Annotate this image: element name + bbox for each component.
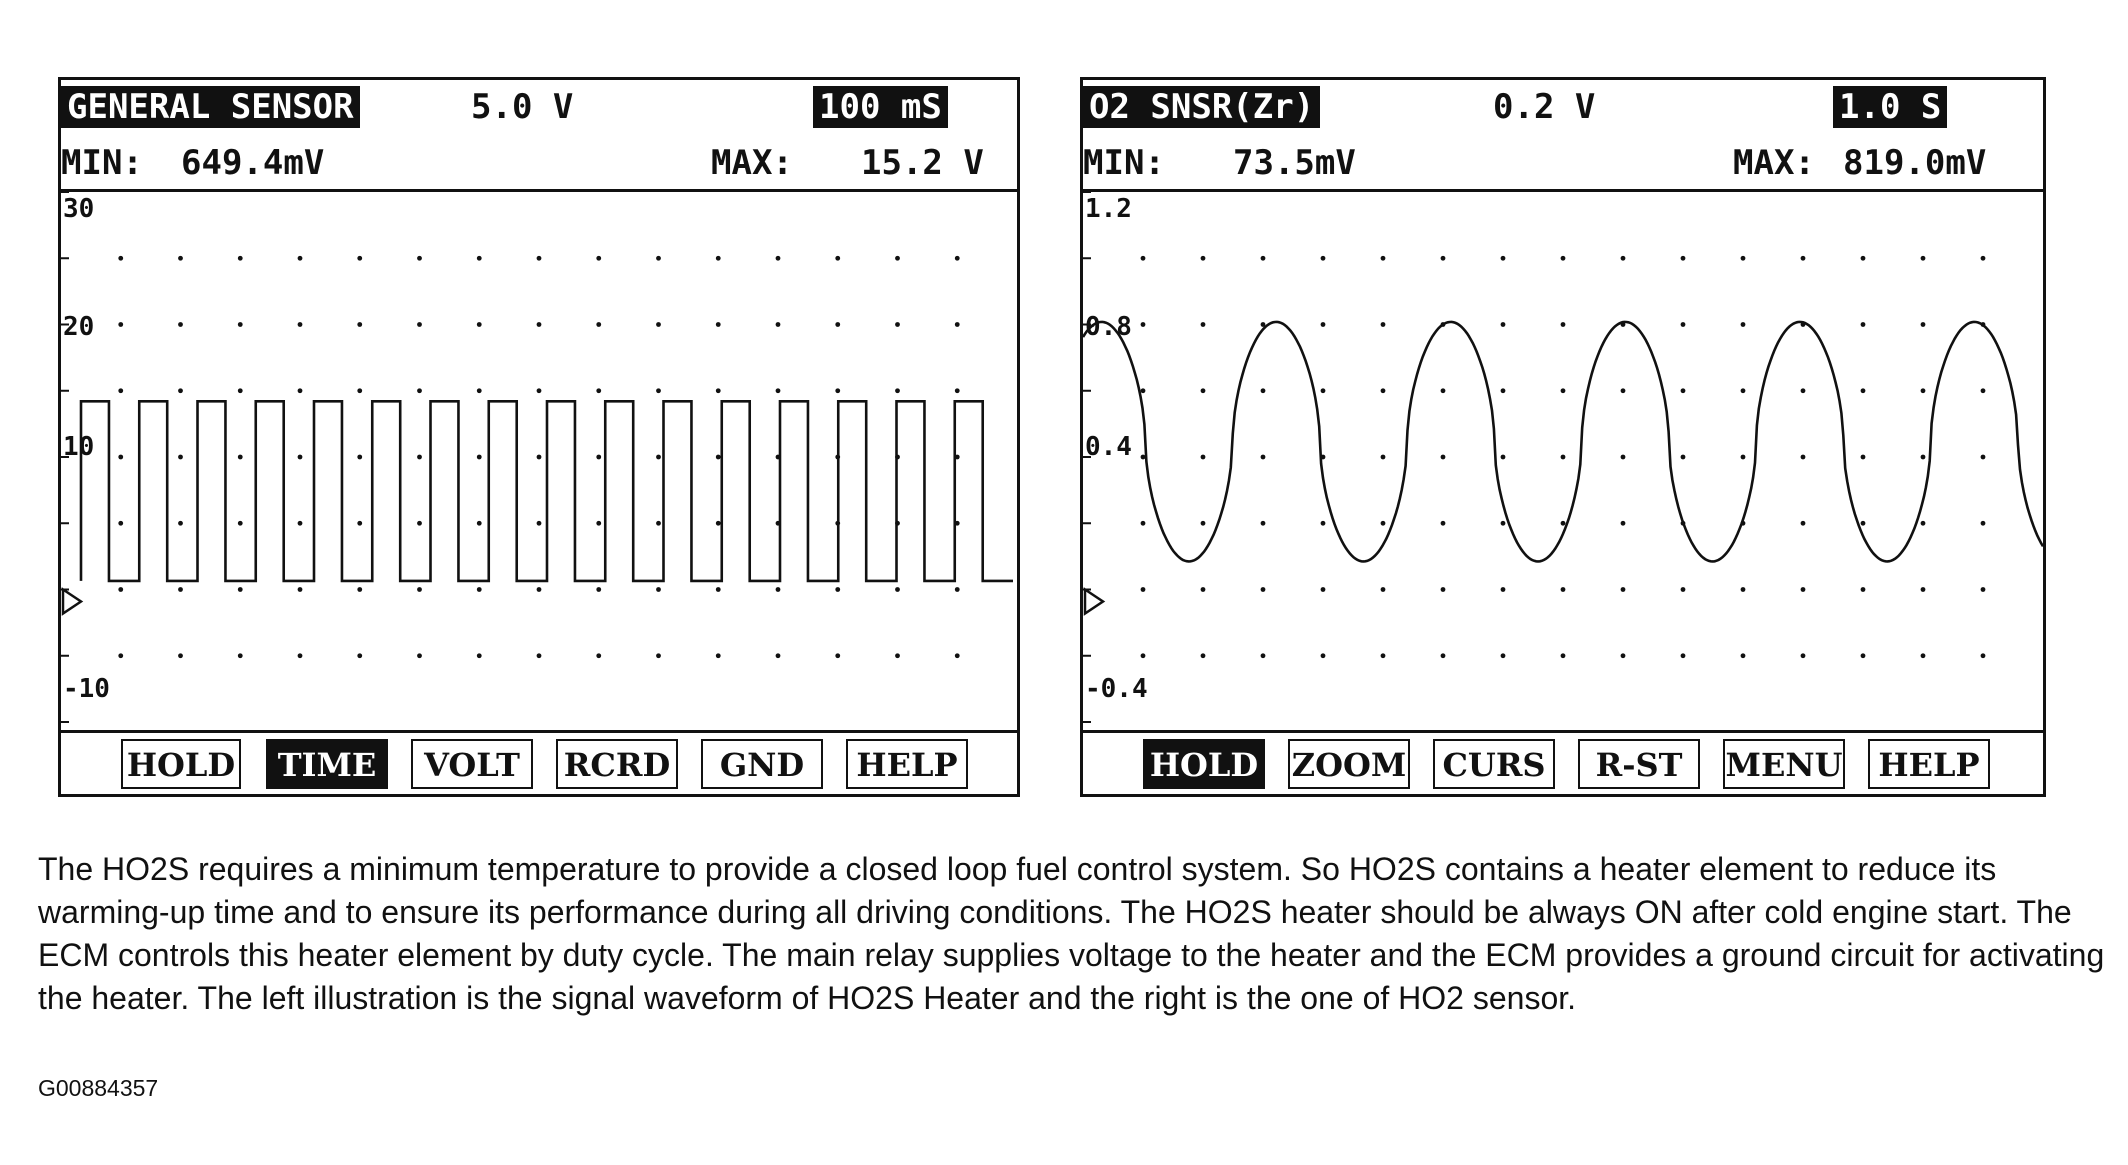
grid-dot [1621,521,1626,526]
grid-dot [1741,587,1746,592]
grid-dot [1441,455,1446,460]
grid-dot [955,653,960,658]
y-label-bottom: -0.4 [1085,674,1148,704]
grid-dot [477,322,482,327]
grid-dot [895,587,900,592]
grid-dot [1141,653,1146,658]
grid-dot [1321,388,1326,393]
menu-button[interactable]: MENU [1723,739,1845,789]
grid-dot [537,256,542,261]
grid-dot [417,455,422,460]
grid-dot [955,256,960,261]
grid-dot [1621,256,1626,261]
grid-dot [1381,653,1386,658]
grid-dot [357,455,362,460]
grid-dot [537,587,542,592]
grid-dot [656,587,661,592]
grid-dot [1321,256,1326,261]
grid-dot [835,587,840,592]
grid-dot [1801,521,1806,526]
grid-dot [417,587,422,592]
grid-dot [537,322,542,327]
grid-dot [1201,256,1206,261]
grid-dot [955,388,960,393]
hold-button[interactable]: HOLD [1143,739,1265,789]
grid-dot [1561,322,1566,327]
min-value: 649.4mV [181,143,325,183]
grid-dot [1861,587,1866,592]
min-max-row [1083,136,2043,192]
y-label-2: 0.8 [1085,312,1132,342]
grid-dot [1501,521,1506,526]
grid-dot [835,653,840,658]
grid-dot [357,256,362,261]
grid-dot [1621,388,1626,393]
grid-dot [537,455,542,460]
min-label: MIN: [61,143,143,183]
time-per-div: 1.0 S [1833,86,1947,128]
grid-dot [1621,587,1626,592]
grid-dot [1981,256,1986,261]
grid-dot [417,521,422,526]
grid-dot [895,256,900,261]
grid-dot [298,256,303,261]
grid-dot [1921,653,1926,658]
grid-dot [1501,322,1506,327]
grid-dot [596,256,601,261]
grid-dot [537,388,542,393]
y-label-3: 0.4 [1085,432,1132,462]
grid-dot [1741,322,1746,327]
grid-dot [1561,455,1566,460]
grid-dot [1681,388,1686,393]
grid-dot [1981,653,1986,658]
grid-dot [835,256,840,261]
help-button[interactable]: HELP [1868,739,1990,789]
grid-dot [1381,388,1386,393]
curs-button[interactable]: CURS [1433,739,1555,789]
grid-dot [895,653,900,658]
grid-dot [955,322,960,327]
grid-dot [776,587,781,592]
grid-dot [1141,521,1146,526]
grid-dot [1801,256,1806,261]
grid-dot [118,256,123,261]
softkey-bar [1083,730,2043,794]
grid-dot [1921,388,1926,393]
grid-dot [1141,322,1146,327]
grid-dot [776,256,781,261]
y-label-top: 1.2 [1085,194,1132,224]
grid-dot [417,322,422,327]
scope-header [1083,80,2043,136]
grid-dot [1681,455,1686,460]
grid-dot [1261,521,1266,526]
grid-dot [1261,653,1266,658]
grid-dot [1201,455,1206,460]
grid-dot [178,521,183,526]
grid-dot [596,521,601,526]
ground-marker [1085,590,1103,614]
max-value: 819.0mV [1843,143,1987,183]
grid-dot [1981,521,1986,526]
grid-dot [1141,587,1146,592]
grid-dot [1861,322,1866,327]
grid-dot [1561,521,1566,526]
grid-dot [1201,653,1206,658]
grid-dot [118,388,123,393]
grid-dot [1441,587,1446,592]
grid-dot [1201,521,1206,526]
y-label-3: 10 [63,432,95,462]
grid-dot [477,455,482,460]
volt-per-div: 5.0 V [471,87,574,127]
grid-dot [1681,587,1686,592]
grid-dot [656,388,661,393]
grid-dot [477,256,482,261]
grid-dot [1441,256,1446,261]
grid-dot [1981,587,1986,592]
grid-dot [1741,388,1746,393]
grid-dot [656,521,661,526]
grid-dot [1681,653,1686,658]
grid-dot [1741,256,1746,261]
grid-dot [238,322,243,327]
heater-scope-panel [58,77,1020,797]
grid-dot [537,653,542,658]
grid-dot [716,587,721,592]
grid-dot [1501,653,1506,658]
grid-dot [118,455,123,460]
grid-dot [1861,388,1866,393]
o2-waveform-svg [1083,192,2043,722]
y-label-bottom: -10 [63,674,110,704]
grid-dot [1501,587,1506,592]
time-button[interactable]: TIME [266,739,388,789]
grid-dot [238,455,243,460]
grid-dot [477,521,482,526]
softkey-bar [61,730,1017,794]
hold-button[interactable]: HOLD [121,739,241,789]
grid-dot [716,521,721,526]
grid-dot [298,322,303,327]
y-label-top: 30 [63,194,95,224]
grid-dot [1561,388,1566,393]
grid-dot [835,388,840,393]
grid-dot [955,587,960,592]
grid-dot [716,322,721,327]
grid-dot [477,587,482,592]
grid-dot [298,587,303,592]
grid-dot [1921,587,1926,592]
grid-dot [1501,388,1506,393]
grid-dot [1141,388,1146,393]
grid-dot [596,653,601,658]
grid-dot [357,388,362,393]
grid-dot [1981,455,1986,460]
grid-dot [1621,653,1626,658]
grid-dot [357,587,362,592]
grid-dot [1861,455,1866,460]
mode-label: O2 SNSR(Zr) [1083,86,1320,128]
grid-dot [1381,521,1386,526]
grid-dot [895,388,900,393]
grid-dot [238,388,243,393]
grid-dot [1201,322,1206,327]
grid-dot [776,653,781,658]
min-value: 73.5mV [1233,143,1356,183]
grid-dot [537,521,542,526]
grid-dot [238,587,243,592]
grid-dot [1381,256,1386,261]
grid-dot [1981,388,1986,393]
o2-sensor-scope-panel [1080,77,2046,797]
grid-dot [1861,256,1866,261]
grid-dot [417,388,422,393]
grid-dot [1381,455,1386,460]
grid-dot [417,256,422,261]
figure-id: G00884357 [38,1075,159,1101]
grid-dot [656,322,661,327]
grid-dot [596,322,601,327]
grid-dot [1801,455,1806,460]
grid-dot [298,455,303,460]
grid-dot [417,653,422,658]
grid-dot [118,587,123,592]
grid-dot [178,455,183,460]
grid-dot [298,653,303,658]
grid-dot [1321,587,1326,592]
grid-dot [1741,653,1746,658]
grid-dot [776,322,781,327]
grid-dot [596,587,601,592]
grid-dot [1501,256,1506,261]
grid-dot [178,653,183,658]
grid-dot [1321,322,1326,327]
heater-square-wave [81,401,1013,581]
grid-dot [118,653,123,658]
grid-dot [1621,455,1626,460]
grid-dot [357,521,362,526]
grid-dot [178,322,183,327]
max-label: MAX: [711,143,793,183]
grid-dot [1381,587,1386,592]
grid-dot [178,256,183,261]
grid-dot [1921,322,1926,327]
grid-dot [1801,653,1806,658]
grid-dot [1261,455,1266,460]
grid-dot [477,388,482,393]
grid-dot [716,388,721,393]
grid-dot [1261,256,1266,261]
grid-dot [1321,653,1326,658]
grid-dot [716,256,721,261]
help-button[interactable]: HELP [846,739,968,789]
grid-dot [1681,322,1686,327]
grid-dot [357,322,362,327]
scope-header [61,80,1017,136]
grid-dot [1201,587,1206,592]
grid-dot [1921,256,1926,261]
grid-dot [118,521,123,526]
grid-dot [1501,455,1506,460]
rcrd-button[interactable]: RCRD [556,739,678,789]
ground-marker [63,590,81,614]
grid-dot [895,322,900,327]
min-max-row [61,136,1017,192]
grid-dot [238,256,243,261]
grid-dot [1561,653,1566,658]
waveform-plot [61,192,1017,722]
grid-dot [1861,521,1866,526]
grid-dot [1801,388,1806,393]
max-label: MAX: [1733,143,1815,183]
volt-per-div: 0.2 V [1493,87,1596,127]
grid-dot [596,388,601,393]
grid-dot [1861,653,1866,658]
volt-button[interactable]: VOLT [411,739,533,789]
grid-dot [1381,322,1386,327]
grid-dot [716,455,721,460]
grid-dot [477,653,482,658]
time-per-div: 100 mS [813,86,948,128]
grid-dot [1921,455,1926,460]
grid-dot [1441,521,1446,526]
y-label-2: 20 [63,312,95,342]
waveform-plot [1083,192,2043,722]
r-st-button[interactable]: R-ST [1578,739,1700,789]
grid-dot [1741,455,1746,460]
grid-dot [656,653,661,658]
grid-dot [1801,587,1806,592]
grid-dot [1201,388,1206,393]
grid-dot [716,653,721,658]
max-value: 15.2 V [861,143,984,183]
grid-dot [1261,388,1266,393]
gnd-button[interactable]: GND [701,739,823,789]
grid-dot [1441,653,1446,658]
grid-dot [298,388,303,393]
grid-dot [1141,256,1146,261]
grid-dot [238,521,243,526]
grid-dot [238,653,243,658]
grid-dot [178,587,183,592]
grid-dot [1561,587,1566,592]
grid-dot [1321,521,1326,526]
grid-dot [656,256,661,261]
grid-dot [178,388,183,393]
grid-dot [835,322,840,327]
grid-dot [298,521,303,526]
grid-dot [1141,455,1146,460]
min-label: MIN: [1083,143,1165,183]
mode-label: GENERAL SENSOR [61,86,360,128]
grid-dot [1561,256,1566,261]
grid-dot [1921,521,1926,526]
grid-dot [357,653,362,658]
figure-caption: The HO2S requires a minimum temperature to provide a closed loop fuel control system. So HO2S contains a heater element to reduce its warming-up time and to ensure its performance during all driving conditions. The HO2S heater should be always ON after cold engine start. The ECM controls this heater element by duty cycle. The main relay supplies voltage to the heater and the ECM provides a ground circuit for activating the heater. The left illustration is the signal waveform of HO2S Heater and the right is the one of HO2 sensor. [38,851,2105,1016]
grid-dot [1441,388,1446,393]
zoom-button[interactable]: ZOOM [1288,739,1410,789]
grid-dot [118,322,123,327]
heater-waveform-svg [61,192,1017,722]
grid-dot [596,455,601,460]
grid-dot [776,388,781,393]
grid-dot [1681,256,1686,261]
grid-dot [1261,587,1266,592]
grid-dot [656,455,661,460]
